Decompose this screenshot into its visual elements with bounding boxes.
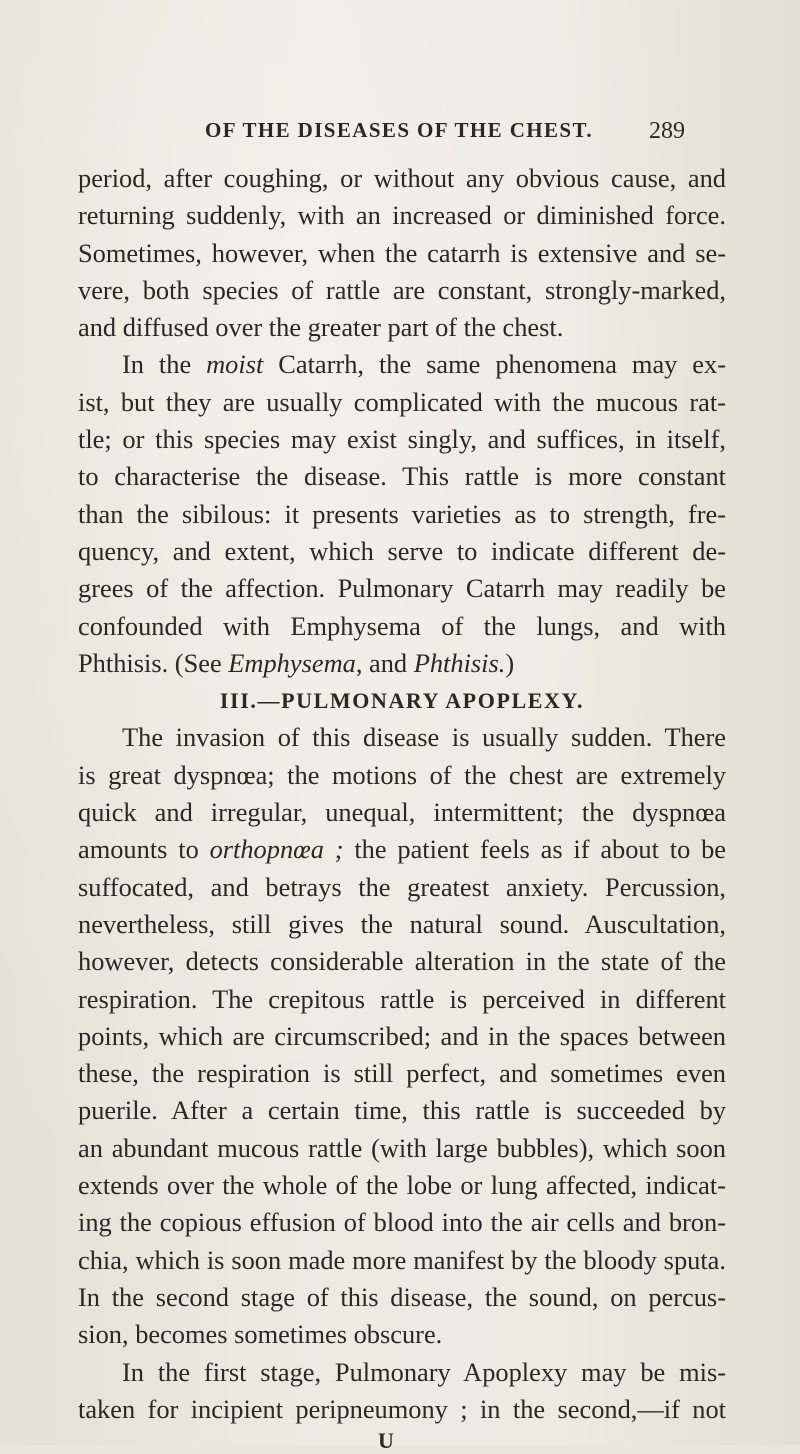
text-line: chia, which is soon made more manifest by the bloody sputa. — [78, 1244, 726, 1275]
text-line: The invasion of this disease is usually sudden. There — [122, 722, 726, 753]
page-number: 289 — [649, 118, 685, 144]
text-line: however, detects considerable alteration in the state of the — [78, 946, 726, 977]
text-line: quency, and extent, which serve to indicate different de- — [78, 535, 726, 566]
text-line: suffocated, and betrays the greatest anxiety. Percussion, — [78, 871, 726, 902]
text-line: In the second stage of this disease, the sound, on percus- — [78, 1281, 726, 1312]
text-line: grees of the affection. Pulmonary Catarrh may readily be — [78, 573, 726, 604]
text-line: confounded with Emphysema of the lungs, and with — [78, 610, 726, 641]
text-line: Sometimes, however, when the catarrh is extensive and se- — [78, 237, 726, 268]
text-line: and diffused over the greater part of the chest. — [78, 312, 564, 343]
text-segment: Catarrh, the same phenomena may ex- — [263, 349, 726, 380]
italic-term: orthopnœa ; — [209, 834, 344, 865]
running-title: OF THE DISEASES OF THE CHEST. — [205, 118, 593, 142]
text-line: tle; or this species may exist singly, and suffices, in itself, — [78, 424, 726, 455]
text-line: quick and irregular, unequal, intermittent; the dyspnœa — [78, 797, 726, 828]
text-segment: Phthisis. (See — [78, 647, 229, 678]
text-segment: In the — [122, 349, 207, 380]
text-line: an abundant mucous rattle (with large bubbles), which soon — [78, 1132, 726, 1163]
page-header — [205, 118, 685, 148]
text-line: period, after coughing, or without any obvious cause, and — [78, 163, 726, 193]
text-line: respiration. The crepitous rattle is perceived in different — [78, 983, 726, 1014]
text-line — [78, 346, 726, 383]
text-line: sion, becomes sometimes obscure. — [78, 1319, 443, 1350]
italic-term: Phthisis. — [413, 647, 506, 678]
text-line: these, the respiration is still perfect, and sometimes even — [78, 1058, 726, 1089]
text-line — [78, 831, 726, 868]
text-line: In the first stage, Pulmonary Apoplexy may be mis- — [122, 1356, 726, 1387]
text-line: to characterise the disease. This rattle is more constant — [78, 461, 726, 492]
section-heading: III.—PULMONARY APOPLEXY. — [219, 688, 585, 714]
text-segment: , and — [355, 647, 414, 678]
text-segment: amounts to — [78, 834, 210, 865]
text-line — [78, 645, 726, 682]
text-segment: ) — [505, 647, 515, 678]
text-line: returning suddenly, with an increased or diminished force. — [78, 200, 726, 231]
signature-mark: U — [378, 1428, 394, 1453]
text-line: extends over the whole of the lobe or lung affected, indicat- — [78, 1170, 726, 1201]
text-line: vere, both species of rattle are constant, strongly-marked, — [78, 274, 726, 305]
text-line: is great dyspnœa; the motions of the chest are extremely — [78, 759, 726, 790]
italic-term: Emphysema — [228, 647, 356, 678]
text-line: points, which are circumscribed; and in the spaces between — [78, 1020, 726, 1051]
text-line: taken for incipient peripneumony ; in the second,—if not — [78, 1393, 726, 1424]
italic-term: moist — [206, 349, 264, 380]
text-line: than the sibilous: it presents varieties as to strength, fre- — [78, 498, 726, 529]
text-line: nevertheless, still gives the natural sound. Auscultation, — [78, 908, 726, 939]
text-line: ing the copious effusion of blood into the air cells and bron- — [78, 1207, 726, 1238]
text-segment: the patient feels as if about to be — [343, 834, 726, 865]
body-text — [78, 160, 726, 1428]
text-line: ist, but they are usually complicated with the mucous rat- — [78, 386, 726, 417]
text-line: puerile. After a certain time, this rattle is succeeded by — [78, 1095, 726, 1126]
